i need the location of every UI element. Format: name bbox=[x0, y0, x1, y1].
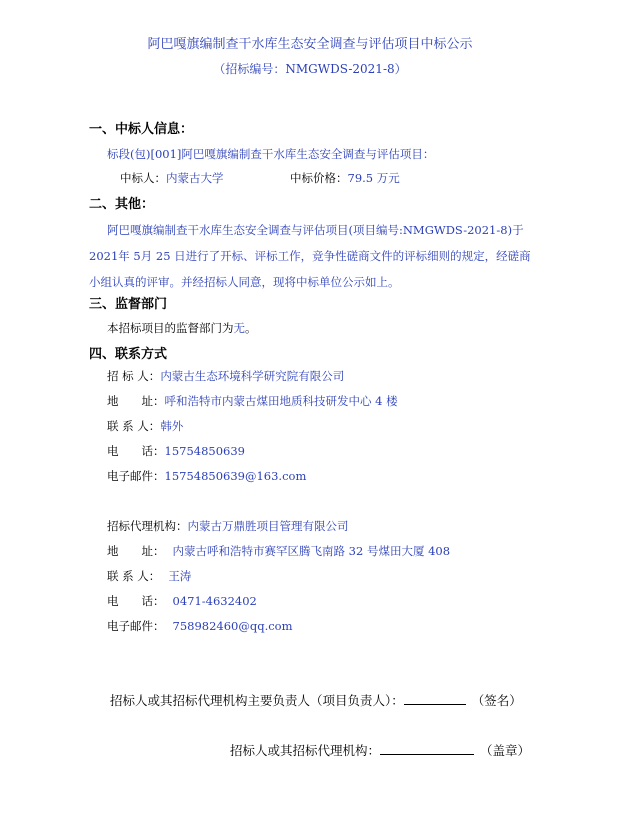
tenderer-contact-row bbox=[107, 418, 183, 434]
notice-title: 阿巴嘎旗编制查干水库生态安全调查与评估项目中标公示 bbox=[147, 37, 473, 52]
tenderer-phone-value: 15754850639 bbox=[164, 444, 245, 458]
tenderer-name-row bbox=[107, 368, 344, 384]
tenderer-contact-value: 韩外 bbox=[160, 419, 184, 433]
price-row bbox=[290, 170, 400, 186]
seal-blank[interactable] bbox=[380, 742, 474, 755]
agency-label: 招标人或其招标代理机构： bbox=[230, 743, 381, 758]
section-heading-supervision: 三、监督部门 bbox=[89, 297, 168, 312]
agent-contact-label: 联 系 人： bbox=[107, 569, 161, 583]
winner-value: 内蒙古大学 bbox=[166, 171, 224, 185]
price-value: 79.5 万元 bbox=[347, 171, 400, 185]
supervision-text bbox=[107, 320, 257, 336]
agent-contact-row bbox=[107, 568, 191, 584]
winner-label: 中标人： bbox=[120, 171, 166, 185]
agent-contact-value: 王涛 bbox=[168, 569, 192, 583]
tenderer-phone-row bbox=[107, 443, 245, 459]
agent-phone-value: 0471-4632402 bbox=[172, 594, 257, 608]
agent-phone-label: 电 话： bbox=[107, 594, 165, 608]
price-label: 中标价格： bbox=[290, 171, 348, 185]
agent-address-value: 内蒙古呼和浩特市赛罕区腾飞南路 32 号煤田大厦 408 bbox=[172, 544, 451, 558]
tenderer-contact-label: 联 系 人： bbox=[107, 419, 161, 433]
supervision-prefix: 本招标项目的监督部门为 bbox=[107, 321, 234, 335]
tenderer-email-label: 电子邮件： bbox=[107, 469, 165, 483]
supervision-suffix: 。 bbox=[245, 321, 257, 335]
winner-row bbox=[120, 170, 224, 186]
section-heading-contact: 四、联系方式 bbox=[89, 347, 168, 362]
tenderer-email-row bbox=[107, 468, 306, 484]
section-heading-other: 二、其他： bbox=[89, 197, 155, 212]
other-paragraph: 阿巴嘎旗编制查干水库生态安全调查与评估项目(项目编号:NMGWDS-2021-8)于 2021年 5月 25 日进行了开标、评标工作，竞争性磋商文件的评标细则的规定，经磋商小组认真的评审。并经招标人同意，现将中标单位公示如上。 bbox=[89, 223, 531, 289]
lot-line: 标段(包)[001]阿巴嘎旗编制查干水库生态安全调查与评估项目： bbox=[107, 147, 435, 161]
agent-name-row bbox=[107, 518, 349, 534]
signature-line-agency bbox=[230, 741, 530, 759]
agent-email-label: 电子邮件： bbox=[107, 619, 165, 633]
signature-blank[interactable] bbox=[404, 692, 466, 705]
agent-address-row bbox=[107, 543, 450, 559]
tenderer-email-value: 15754850639@163.com bbox=[164, 469, 307, 483]
signature-line-responsible bbox=[110, 691, 522, 709]
tenderer-name-value: 内蒙古生态环境科学研究院有限公司 bbox=[160, 369, 345, 383]
agent-address-label: 地 址： bbox=[107, 544, 165, 558]
agent-name-label: 招标代理机构： bbox=[107, 519, 188, 533]
tenderer-address-value: 呼和浩特市内蒙古煤田地质科技研发中心 4 楼 bbox=[164, 394, 398, 408]
seal-suffix: （盖章） bbox=[480, 743, 531, 758]
tenderer-address-label: 地 址： bbox=[107, 394, 165, 408]
agent-name-value: 内蒙古万鼎胜项目管理有限公司 bbox=[187, 519, 349, 533]
responsible-label: 招标人或其招标代理机构主要负责人（项目负责人）： bbox=[110, 693, 404, 708]
agent-phone-row bbox=[107, 593, 257, 609]
tender-number: （招标编号：NMGWDS-2021-8） bbox=[213, 62, 407, 76]
tenderer-address-row bbox=[107, 393, 398, 409]
section-heading-winner: 一、中标人信息： bbox=[89, 122, 194, 137]
agent-email-value: 758982460@qq.com bbox=[172, 619, 293, 633]
tenderer-name-label: 招 标 人： bbox=[107, 369, 161, 383]
tenderer-phone-label: 电 话： bbox=[107, 444, 165, 458]
agent-email-row bbox=[107, 618, 293, 634]
supervision-value: 无 bbox=[233, 321, 245, 335]
signature-suffix: （签名） bbox=[471, 693, 522, 708]
